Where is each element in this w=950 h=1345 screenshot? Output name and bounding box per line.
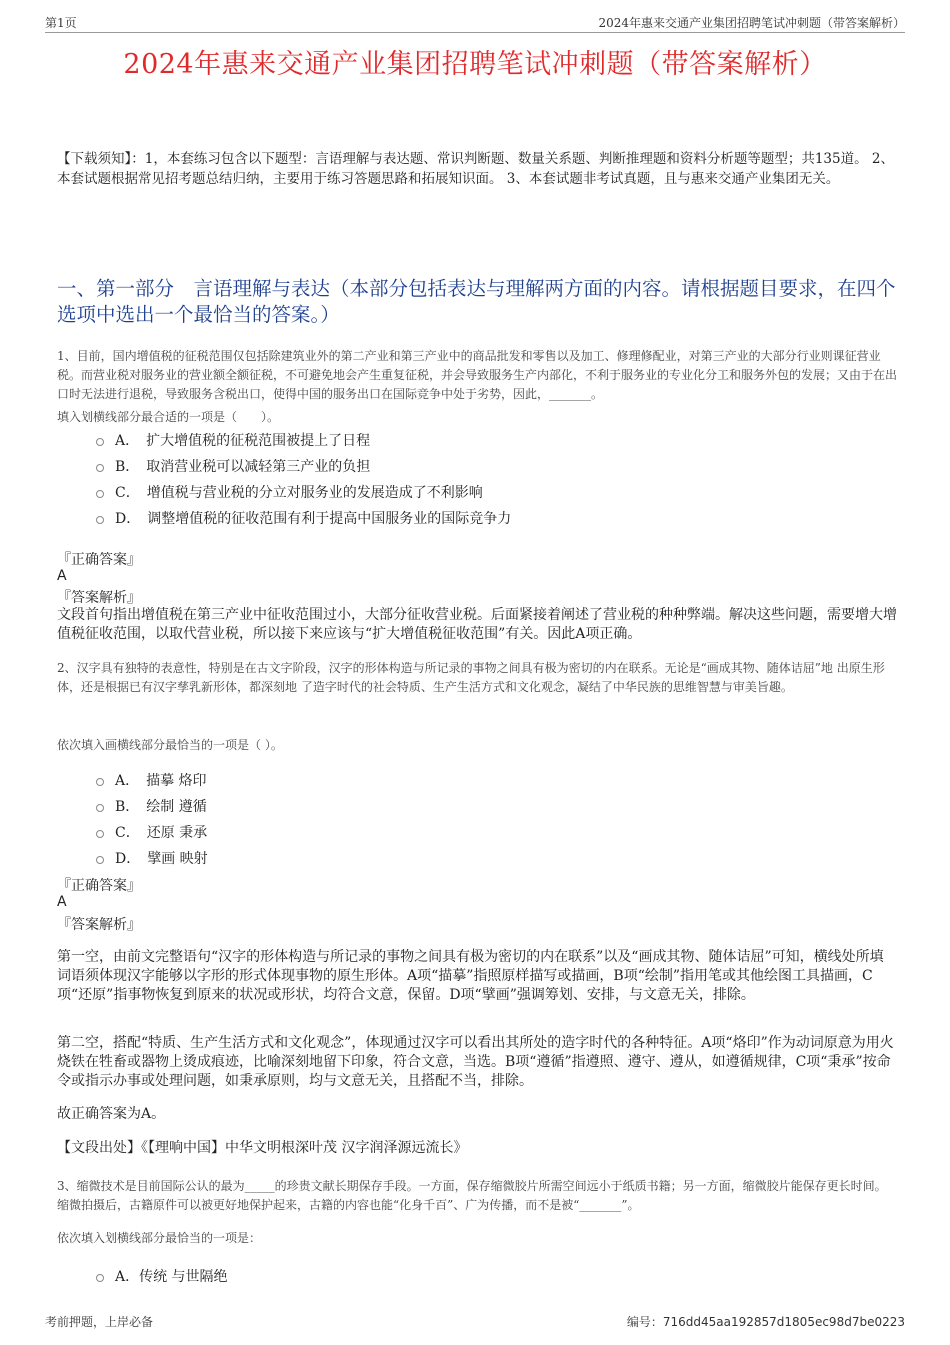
question-2-option-d[interactable] [96,848,208,868]
option-label: D． 擘画 映射 [115,851,208,867]
question-2-answer-label: 『正确答案』 [57,878,141,894]
radio-icon[interactable] [96,490,104,498]
radio-icon[interactable] [96,1274,104,1282]
question-2-option-c[interactable] [96,822,207,842]
radio-icon[interactable] [96,464,104,472]
question-3-option-a[interactable] [96,1266,228,1286]
question-2-text: 2、汉字具有独特的表意性，特别是在古文字阶段，汉字的形体构造与所记录的事物之间具有极为密切的内在联系。无论是“画成其物、随体诘屈”地 出原生形体，还是根据已有汉字孳乳新形体，都深刻地 了造字时代的社会特质、生产生活方式和文化观念，凝结了中华民族的思维智慧与审美旨趣。 [57,661,885,694]
question-2-analysis-p2: 第二空，搭配“特质、生产生活方式和文化观念”，体现通过汉字可以看出其所处的造字时代的各种特征。A项“烙印”作为动词原意为用火烧铁在牲畜或器物上烫成痕迹，比喻深刻地留下印象，符合文意，当选。B项“遵循”指遵照、遵守、遵从，如遵循规律，C项“秉承”按命令或指示办事或处理问题，如秉承原则，均与文意无关，且搭配不当，排除。 [57,1035,894,1089]
option-label: C． 增值税与营业税的分立对服务业的发展造成了不利影响 [115,485,483,501]
radio-icon[interactable] [96,778,104,786]
question-1-answer: A [57,568,67,584]
radio-icon[interactable] [96,856,104,864]
question-1-prompt: 填入划横线部分最合适的一项是（ ）。 [57,410,280,424]
header-divider [45,32,905,33]
question-1-option-a[interactable] [96,430,370,450]
document-title: 2024年惠来交通产业集团招聘笔试冲刺题（带答案解析） [123,49,827,80]
radio-icon[interactable] [96,830,104,838]
question-1-analysis-label: 『答案解析』 [57,590,141,606]
option-label: D． 调整增值税的征收范围有利于提高中国服务业的国际竞争力 [115,511,512,527]
footer-serial: 编号：716dd45aa192857d1805ec98d7be0223 [626,1315,905,1329]
question-2-option-a[interactable] [96,770,207,790]
option-label: A． 描摹 烙印 [115,773,207,789]
download-notice: 【下载须知】：1，本套练习包含以下题型：言语理解与表达题、常识判断题、数量关系题、判断推理题和资料分析题等题型；共135道。 2、本套试题根据常见招考题总结归纳，主要用于练习答题思路和拓展知识面。 3、本套试题非考试真题，且与惠来交通产业集团无关。 [57,151,894,187]
question-1-answer-label: 『正确答案』 [57,552,141,568]
question-2-prompt: 依次填入画横线部分最恰当的一项是（ ）。 [57,738,283,752]
question-1-option-c[interactable] [96,482,483,502]
option-label: B． 取消营业税可以减轻第三产业的负担 [115,459,371,475]
option-label: A． 扩大增值税的征税范围被提上了日程 [115,433,371,449]
question-2-answer: A [57,894,67,910]
question-1-option-b[interactable] [96,456,370,476]
question-2-analysis-p3: 故正确答案为A。 [57,1106,166,1122]
page-number: 第1页 [45,16,77,30]
question-2-analysis-label: 『答案解析』 [57,917,141,933]
section-heading: 一、第一部分 言语理解与表达（本部分包括表达与理解两方面的内容。请根据题目要求，在四个选项中选出一个最恰当的答案。） [57,277,896,326]
question-3-prompt: 依次填入划横线部分最恰当的一项是： [57,1231,262,1245]
radio-icon[interactable] [96,438,104,446]
question-2-analysis-p1: 第一空，由前文完整语句“汉字的形体构造与所记录的事物之间具有极为密切的内在联系”以及“画成其物、随体诘屈”可知，横线处所填词语须体现汉字能够以字形的形式体现事物的原生形体。A项“描摹”指照原样描写或描画，B项“绘制”指用笔或其他绘图工具描画，C项“还原”指事物恢复到原来的状况或形状，均符合文意，保留。D项“擘画”强调筹划、安排，与文意无关，排除。 [57,949,884,1003]
option-label: A．传统 与世隔绝 [115,1269,228,1285]
question-1-option-d[interactable] [96,508,511,528]
radio-icon[interactable] [96,804,104,812]
running-header-title: 2024年惠来交通产业集团招聘笔试冲刺题（带答案解析） [598,16,905,30]
question-3-text: 3、缩微技术是目前国际公认的最为_____的珍贵文献长期保存手段。一方面，保存缩微胶片所需空间远小于纸质书籍；另一方面，缩微胶片能保存更长时间。缩微拍摄后，古籍原件可以被更好地保护起来，古籍的内容也能“化身千百”、广为传播，而不是被“_______”。 [57,1179,887,1212]
option-label: B． 绘制 遵循 [115,799,207,815]
question-1-text: 1、目前，国内增值税的征税范围仅包括除建筑业外的第二产业和第三产业中的商品批发和零售以及加工、修理修配业，对第三产业的大部分行业则课征营业税。而营业税对服务业的营业额全额征税，不可避免地会产生重复征税，并会导致服务生产内部化，不利于服务业的专业化分工和服务外包的发展；又由于在出口时无法进行退税，导致服务含税出口，使得中国的服务出口在国际竞争中处于劣势，因此，_______。 [57,349,898,401]
radio-icon[interactable] [96,516,104,524]
question-1-analysis: 文段首句指出增值税在第三产业中征收范围过小，大部分征收营业税。后面紧接着阐述了营业税的种种弊端。解决这些问题，需要增大增值税征收范围，以取代营业税，所以接下来应该与“扩大增值税征收范围”有关。因此A项正确。 [57,607,897,642]
question-2-option-b[interactable] [96,796,207,816]
footer-slogan: 考前押题，上岸必备 [45,1315,154,1329]
question-2-source: 【文段出处】《【理响中国】中华文明根深叶茂 汉字润泽源远流长》 [57,1140,468,1156]
option-label: C． 还原 秉承 [115,825,208,841]
